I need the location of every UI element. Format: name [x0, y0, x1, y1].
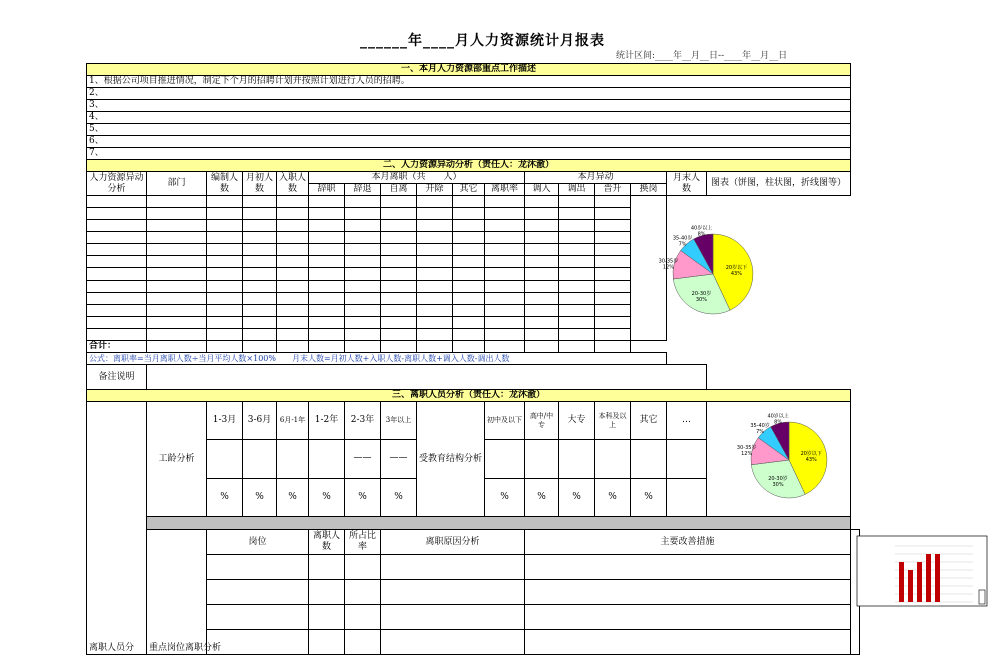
- pct-8: %: [525, 478, 559, 516]
- turnover-cell[interactable]: [525, 268, 559, 280]
- turnover-cell[interactable]: [417, 220, 453, 232]
- bar: [908, 570, 913, 602]
- bar-chart: [853, 530, 993, 610]
- turnover-cell[interactable]: [147, 304, 207, 316]
- pct-3: %: [277, 478, 309, 516]
- turnover-cell[interactable]: [87, 220, 147, 232]
- turnover-cell[interactable]: [453, 220, 485, 232]
- turnover-cell[interactable]: [147, 280, 207, 292]
- bar-legend: [979, 590, 985, 604]
- turnover-cell[interactable]: [87, 328, 147, 340]
- turnover-cell[interactable]: [417, 316, 453, 328]
- turnover-cell[interactable]: [417, 292, 453, 304]
- turnover-cell[interactable]: [381, 244, 417, 256]
- report-title: ______年____月人力资源统计月报表: [360, 33, 605, 49]
- turnover-cell[interactable]: [525, 208, 559, 220]
- pct-2: %: [243, 478, 277, 516]
- turnover-cell[interactable]: [277, 256, 309, 268]
- turnover-cell[interactable]: [485, 304, 525, 316]
- edu-bachelor: 本科及以上: [595, 402, 631, 440]
- turnover-cell[interactable]: [147, 244, 207, 256]
- pct-10: %: [595, 478, 631, 516]
- turnover-cell[interactable]: [277, 280, 309, 292]
- col-ratio: 所占比率: [345, 530, 381, 555]
- turnover-cell[interactable]: [207, 304, 243, 316]
- turnover-cell[interactable]: [277, 328, 309, 340]
- turnover-cell[interactable]: [453, 268, 485, 280]
- turnover-cell[interactable]: [453, 316, 485, 328]
- turnover-cell[interactable]: [207, 208, 243, 220]
- section1-heading: 一、本月人力资源部重点工作描述: [87, 64, 851, 76]
- turnover-cell[interactable]: [595, 196, 631, 208]
- turnover-cell[interactable]: [381, 292, 417, 304]
- turnover-cell[interactable]: [595, 220, 631, 232]
- turnover-cell[interactable]: [381, 316, 417, 328]
- turnover-cell[interactable]: [595, 304, 631, 316]
- col-measure: 主要改善措施: [525, 530, 851, 555]
- turnover-cell[interactable]: [147, 292, 207, 304]
- turnover-cell[interactable]: [345, 292, 381, 304]
- turnover-cell[interactable]: [87, 304, 147, 316]
- col-chart: 图表（饼图，柱状图，折线图等）: [707, 172, 851, 196]
- turnover-cell[interactable]: [207, 244, 243, 256]
- turnover-cell[interactable]: [207, 220, 243, 232]
- turnover-cell[interactable]: [309, 304, 345, 316]
- work-item-6[interactable]: 6、: [87, 136, 851, 148]
- turnover-cell[interactable]: [453, 196, 485, 208]
- turnover-cell[interactable]: [309, 256, 345, 268]
- turnover-cell[interactable]: [345, 304, 381, 316]
- tenure-dash-2: ——: [381, 440, 417, 478]
- pct-6: %: [381, 478, 417, 516]
- turnover-cell[interactable]: [453, 292, 485, 304]
- col-promote: 晋升: [595, 184, 631, 196]
- turnover-cell[interactable]: [243, 232, 277, 244]
- pie-slice-label: 12%: [662, 264, 675, 271]
- turnover-cell[interactable]: [525, 328, 559, 340]
- turnover-cell[interactable]: [243, 316, 277, 328]
- work-item-5[interactable]: 5、: [87, 124, 851, 136]
- turnover-cell[interactable]: [243, 196, 277, 208]
- col-reason: 离职原因分析: [381, 530, 525, 555]
- turnover-cell[interactable]: [277, 268, 309, 280]
- turnover-cell[interactable]: [525, 316, 559, 328]
- turnover-cell[interactable]: [345, 220, 381, 232]
- turnover-cell[interactable]: [207, 328, 243, 340]
- pie-slice-label: 30%: [772, 481, 784, 488]
- turnover-cell[interactable]: [207, 316, 243, 328]
- tenure-3-6m: 3-6月: [243, 402, 277, 440]
- turnover-cell[interactable]: [87, 268, 147, 280]
- turnover-cell[interactable]: [485, 244, 525, 256]
- turnover-cell[interactable]: [559, 196, 595, 208]
- col-change-post: 换岗: [631, 184, 667, 196]
- pie-slice-label: 7%: [678, 241, 687, 248]
- pct-5: %: [345, 478, 381, 516]
- col-other: 其它: [453, 184, 485, 196]
- bar: [917, 562, 922, 602]
- section2-heading: 二、人力资源异动分析（责任人：龙沐澈）: [87, 160, 851, 172]
- col-transfer-out: 调出: [559, 184, 595, 196]
- turnover-cell[interactable]: [147, 268, 207, 280]
- turnover-cell[interactable]: [485, 280, 525, 292]
- turnover-cell[interactable]: [595, 256, 631, 268]
- col-leave-group: 本月离职（共 人）: [309, 172, 525, 184]
- turnover-cell[interactable]: [147, 232, 207, 244]
- pie-slice-label: 20岁以下: [800, 451, 822, 458]
- turnover-cell[interactable]: [207, 292, 243, 304]
- turnover-cell[interactable]: [559, 256, 595, 268]
- work-item-2[interactable]: 2、: [87, 88, 851, 100]
- turnover-cell[interactable]: [559, 280, 595, 292]
- turnover-cell[interactable]: [243, 268, 277, 280]
- post-label: 重点岗位离职分析: [147, 530, 207, 655]
- turnover-cell[interactable]: [381, 232, 417, 244]
- turnover-cell[interactable]: [453, 232, 485, 244]
- bar-chart-cell: [851, 530, 860, 655]
- pie-slice-label: 30-35岁: [658, 258, 679, 265]
- turnover-cell[interactable]: [595, 292, 631, 304]
- turnover-cell[interactable]: [309, 220, 345, 232]
- edu-label: 受教育结构分析: [417, 402, 485, 517]
- turnover-cell[interactable]: [243, 244, 277, 256]
- turnover-cell[interactable]: [243, 256, 277, 268]
- turnover-cell[interactable]: [417, 304, 453, 316]
- turnover-cell[interactable]: [207, 280, 243, 292]
- turnover-cell[interactable]: [147, 256, 207, 268]
- col-transfer-in: 调入: [525, 184, 559, 196]
- bar: [935, 554, 940, 602]
- turnover-cell[interactable]: [559, 292, 595, 304]
- turnover-cell[interactable]: [453, 208, 485, 220]
- turnover-cell[interactable]: [309, 196, 345, 208]
- pie-slice-label: 20岁以下: [725, 264, 748, 271]
- turnover-cell[interactable]: [485, 316, 525, 328]
- turnover-cell[interactable]: [485, 220, 525, 232]
- pie-chart-cell-1: [631, 196, 748, 341]
- tenure-label: 工龄分析: [147, 402, 207, 517]
- pie-slice-label: 40岁以上: [690, 225, 713, 232]
- pct-1: %: [207, 478, 243, 516]
- turnover-cell[interactable]: [87, 316, 147, 328]
- turnover-cell[interactable]: [309, 292, 345, 304]
- turnover-cell[interactable]: [345, 208, 381, 220]
- tenure-dash-1: ——: [345, 440, 381, 478]
- turnover-cell[interactable]: [559, 316, 595, 328]
- pie-slice-label: 40岁以上: [767, 413, 789, 420]
- work-item-1[interactable]: 1、根据公司项目推进情况，制定下个月的招聘计划并按照计划进行人员的招聘。: [87, 76, 851, 88]
- pie-slice-label: 30-35岁: [736, 445, 757, 452]
- edu-more: …: [667, 402, 707, 440]
- pct-11: %: [631, 478, 667, 516]
- leaver-side-label: 离职人员分: [87, 402, 147, 655]
- turnover-cell[interactable]: [243, 280, 277, 292]
- turnover-cell[interactable]: [87, 280, 147, 292]
- turnover-data-rows: [87, 196, 860, 341]
- turnover-cell[interactable]: [381, 304, 417, 316]
- turnover-cell[interactable]: [243, 328, 277, 340]
- tenure-3y-plus: 3年以上: [381, 402, 417, 440]
- turnover-cell[interactable]: [207, 196, 243, 208]
- pie-chart-cell-2: [707, 402, 851, 517]
- turnover-cell[interactable]: [243, 292, 277, 304]
- turnover-cell[interactable]: [87, 244, 147, 256]
- report-sheet: [86, 63, 860, 655]
- pct-4: %: [309, 478, 345, 516]
- turnover-cell[interactable]: [485, 232, 525, 244]
- pct-9: %: [559, 478, 595, 516]
- turnover-cell[interactable]: [525, 256, 559, 268]
- pie-slice-label: 43%: [805, 457, 817, 464]
- turnover-cell[interactable]: [243, 208, 277, 220]
- turnover-cell[interactable]: [309, 328, 345, 340]
- formula-note: 公式：离职率=当月离职人数÷当月平均人数×100% 月末人数=月初人数+入职人数-离职人数+调入人数-调出人数: [87, 353, 667, 365]
- edu-other: 其它: [631, 402, 667, 440]
- turnover-cell[interactable]: [381, 196, 417, 208]
- edu-junior: 初中及以下: [485, 402, 525, 440]
- turnover-cell[interactable]: [453, 328, 485, 340]
- turnover-cell[interactable]: [345, 316, 381, 328]
- turnover-cell[interactable]: [345, 244, 381, 256]
- turnover-cell[interactable]: [87, 292, 147, 304]
- turnover-cell[interactable]: [147, 328, 207, 340]
- bar: [926, 554, 931, 602]
- pie-slice-label: 30%: [695, 297, 708, 304]
- col-end: 月末人数: [667, 172, 707, 196]
- col-turnover-rate: 离职率: [485, 184, 525, 196]
- turnover-cell[interactable]: [345, 280, 381, 292]
- turnover-cell[interactable]: [417, 232, 453, 244]
- turnover-cell[interactable]: [277, 208, 309, 220]
- work-item-7[interactable]: 7、: [87, 148, 851, 160]
- turnover-cell[interactable]: [595, 316, 631, 328]
- turnover-cell[interactable]: [345, 328, 381, 340]
- turnover-cell[interactable]: [559, 268, 595, 280]
- turnover-cell[interactable]: [417, 244, 453, 256]
- turnover-cell[interactable]: [381, 220, 417, 232]
- turnover-cell[interactable]: [595, 244, 631, 256]
- pie-slice-label: 8%: [697, 231, 706, 238]
- turnover-cell[interactable]: [417, 196, 453, 208]
- turnover-cell[interactable]: [485, 196, 525, 208]
- turnover-cell[interactable]: [345, 196, 381, 208]
- work-item-4[interactable]: 4、: [87, 112, 851, 124]
- turnover-cell[interactable]: [277, 232, 309, 244]
- turnover-cell[interactable]: [345, 256, 381, 268]
- turnover-cell[interactable]: [559, 232, 595, 244]
- turnover-cell[interactable]: [417, 328, 453, 340]
- turnover-cell[interactable]: [485, 256, 525, 268]
- turnover-cell[interactable]: [525, 304, 559, 316]
- tenure-1-2y: 1-2年: [309, 402, 345, 440]
- turnover-cell[interactable]: [243, 304, 277, 316]
- report-table: [86, 63, 860, 655]
- turnover-cell[interactable]: [345, 232, 381, 244]
- turnover-cell[interactable]: [147, 316, 207, 328]
- turnover-cell[interactable]: [453, 244, 485, 256]
- turnover-cell[interactable]: [595, 232, 631, 244]
- pie-slice-label: 7%: [756, 429, 765, 436]
- turnover-cell[interactable]: [147, 208, 207, 220]
- turnover-cell[interactable]: [417, 280, 453, 292]
- turnover-cell[interactable]: [417, 208, 453, 220]
- turnover-cell[interactable]: [453, 280, 485, 292]
- remark-label: 备注说明: [87, 365, 147, 390]
- turnover-cell[interactable]: [381, 280, 417, 292]
- turnover-cell[interactable]: [309, 316, 345, 328]
- turnover-cell[interactable]: [277, 244, 309, 256]
- stat-period: 统计区间:____年__月__日--____年__月__日: [616, 51, 788, 61]
- col-leave-count: 离职人数: [309, 530, 345, 555]
- turnover-cell[interactable]: [485, 328, 525, 340]
- turnover-cell[interactable]: [309, 244, 345, 256]
- col-fire: 开除: [417, 184, 453, 196]
- turnover-cell[interactable]: [525, 244, 559, 256]
- section3-heading: 三、离职人员分析（责任人：龙沐澈）: [87, 390, 851, 402]
- turnover-cell[interactable]: [207, 268, 243, 280]
- turnover-cell[interactable]: [559, 244, 595, 256]
- turnover-cell[interactable]: [277, 316, 309, 328]
- col-move-group: 本月异动: [525, 172, 667, 184]
- turnover-cell[interactable]: [381, 328, 417, 340]
- turnover-cell[interactable]: [485, 292, 525, 304]
- remark-field[interactable]: [147, 365, 707, 390]
- turnover-cell[interactable]: [277, 196, 309, 208]
- turnover-cell[interactable]: [595, 268, 631, 280]
- pie-slice-label: 35-40岁: [750, 423, 770, 430]
- turnover-cell[interactable]: [87, 232, 147, 244]
- turnover-cell[interactable]: [453, 256, 485, 268]
- gray-separator: [147, 517, 851, 530]
- col-dept: 部门: [147, 172, 207, 196]
- turnover-cell[interactable]: [309, 268, 345, 280]
- col-post: 岗位: [207, 530, 309, 555]
- turnover-cell[interactable]: [417, 268, 453, 280]
- turnover-cell[interactable]: [147, 196, 207, 208]
- turnover-cell[interactable]: [277, 292, 309, 304]
- pie-slice-label: 20-30岁: [768, 475, 788, 482]
- turnover-cell[interactable]: [525, 292, 559, 304]
- edu-high: 高中/中专: [525, 402, 559, 440]
- age-pie-chart-2: [709, 402, 849, 512]
- turnover-cell[interactable]: [309, 232, 345, 244]
- turnover-cell[interactable]: [381, 208, 417, 220]
- turnover-cell[interactable]: [87, 208, 147, 220]
- work-item-3[interactable]: 3、: [87, 100, 851, 112]
- col-self-leave: 自离: [381, 184, 417, 196]
- pie-slice-label: 8%: [774, 419, 783, 426]
- turnover-cell[interactable]: [147, 220, 207, 232]
- turnover-cell[interactable]: [207, 232, 243, 244]
- pie-slice-label: 43%: [730, 270, 742, 277]
- turnover-cell[interactable]: [309, 280, 345, 292]
- turnover-cell[interactable]: [485, 268, 525, 280]
- pie-slice-label: 20-30岁: [691, 291, 712, 298]
- turnover-cell[interactable]: [381, 268, 417, 280]
- turnover-cell[interactable]: [87, 256, 147, 268]
- total-label: 合计：: [87, 341, 147, 353]
- turnover-cell[interactable]: [417, 256, 453, 268]
- turnover-cell[interactable]: [243, 220, 277, 232]
- turnover-cell[interactable]: [345, 268, 381, 280]
- turnover-cell[interactable]: [595, 208, 631, 220]
- edu-college: 大专: [559, 402, 595, 440]
- turnover-cell[interactable]: [525, 232, 559, 244]
- turnover-cell[interactable]: [277, 220, 309, 232]
- turnover-cell[interactable]: [595, 328, 631, 340]
- turnover-cell[interactable]: [277, 304, 309, 316]
- turnover-cell[interactable]: [525, 220, 559, 232]
- age-pie-chart-1: [633, 196, 773, 336]
- turnover-cell[interactable]: [559, 220, 595, 232]
- turnover-cell[interactable]: [525, 196, 559, 208]
- turnover-cell[interactable]: [453, 304, 485, 316]
- col-begin: 月初人数: [243, 172, 277, 196]
- col-resign: 辞职: [309, 184, 345, 196]
- turnover-cell[interactable]: [87, 196, 147, 208]
- turnover-row-label: 人力资源异动分析: [87, 172, 147, 196]
- turnover-cell[interactable]: [559, 208, 595, 220]
- tenure-6m-1y: 6月-1年: [277, 402, 309, 440]
- tenure-1-3m: 1-3月: [207, 402, 243, 440]
- turnover-cell[interactable]: [485, 208, 525, 220]
- col-dismiss: 辞退: [345, 184, 381, 196]
- pie-slice-label: 35-40岁: [672, 235, 693, 242]
- bar: [899, 562, 904, 602]
- turnover-cell[interactable]: [559, 304, 595, 316]
- turnover-cell[interactable]: [595, 280, 631, 292]
- turnover-cell[interactable]: [559, 328, 595, 340]
- turnover-cell[interactable]: [309, 208, 345, 220]
- turnover-cell[interactable]: [381, 256, 417, 268]
- tenure-2-3y: 2-3年: [345, 402, 381, 440]
- pie-slice-label: 12%: [741, 451, 753, 458]
- col-join: 入职人数: [277, 172, 309, 196]
- col-quota: 编制人数: [207, 172, 243, 196]
- turnover-cell[interactable]: [525, 280, 559, 292]
- turnover-cell[interactable]: [207, 256, 243, 268]
- pct-7: %: [485, 478, 525, 516]
